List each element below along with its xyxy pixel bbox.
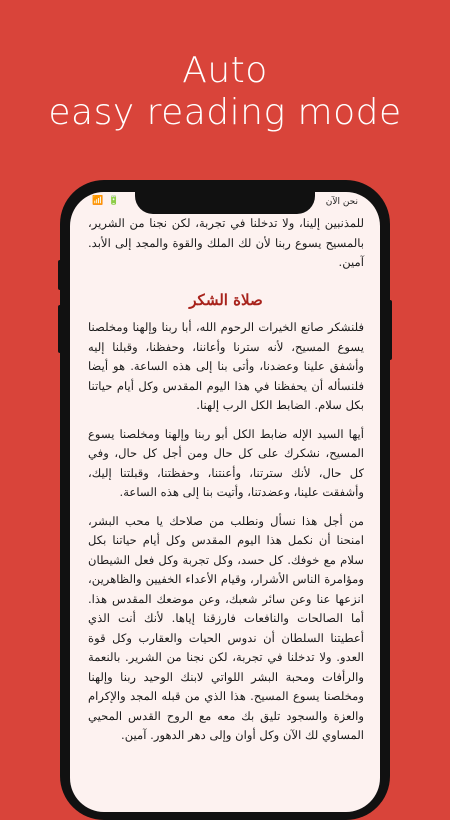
promo-headline bbox=[0, 50, 450, 134]
status-icons: 📶 🔋 bbox=[92, 196, 121, 206]
prayer-paragraph: من أجل هذا نسأل ونطلب من صلاحك يا محب البشر، امنحنا أن نكمل هذا اليوم المقدس وكل أيام حياتنا بكل سلام مع خوفك. كل حسد، وكل تجربة وكل فعل الشيطان ومؤامرة الناس الأشرار، وقيام الأعداء الخفيين والظاهرين، انزعها عنا وعن سائر شعبك، وعن موضعك المقدس هذا. أما الصالحات والنافعات فارزقنا إياها. لأنك أنت الذي أعطيتنا السلطان أن ندوس الحيات والعقارب وكل قوة العدو. ولا تدخلنا في تجربة، لكن نجنا من الشرير. بالنعمة والرأفات ومحبة البشر اللواتي لابنك الوحيد ربنا وإلهنا ومخلصنا يسوع المسيح. هذا الذي من قبله المجد والإكرام والعزة والسجود تليق بك معه مع الروح القدس المحيي المساوي لك الآن وكل أوان وإلى دهر الدهور. آمين. bbox=[88, 513, 364, 742]
intro-paragraph: للمذنبين إلينا، ولا تدخلنا في تجربة، لكن نجنا من الشرير، بالمسيح يسوع ربنا لأن لك الملك والقوة والمجد إلى الأبد. آمين. bbox=[88, 216, 364, 269]
prayer-paragraph: فلنشكر صانع الخيرات الرحوم الله، أبا ربنا وإلهنا ومخلصنا يسوع المسيح، لأنه سترنا وأعاننا، وحفظنا، وقبلنا إليه وأشفق علينا وعضدنا، وأتى بنا إلى هذه الساعة. هو أيضا فلنسأله أن يحفظنا في هذا اليوم المقدس وكل أيام حياتنا بكل سلام. الضابط الكل الرب إلهنا. bbox=[88, 320, 364, 412]
headline-line-2: easy reading mode bbox=[48, 92, 402, 133]
phone-notch bbox=[135, 190, 315, 214]
prayer-paragraph: أيها السيد الإله ضابط الكل أبو ربنا وإلهنا ومخلصنا يسوع المسيح، نشكرك على كل حال ومن أجل كل حال، وفي كل حال، لأنك سترتنا، وأعنتنا، وحفظتنا، وقبلتنا إليك، وأشفقت علينا، وعضدتنا، وأتيت بنا إلى هذه الساعة. bbox=[88, 426, 364, 499]
headline-line-1: Auto bbox=[182, 50, 268, 91]
reader-content[interactable] bbox=[88, 214, 364, 755]
status-time: نحن الآن bbox=[325, 197, 358, 207]
phone-screen[interactable] bbox=[70, 192, 380, 812]
section-title: صلاة الشكر bbox=[189, 290, 263, 309]
